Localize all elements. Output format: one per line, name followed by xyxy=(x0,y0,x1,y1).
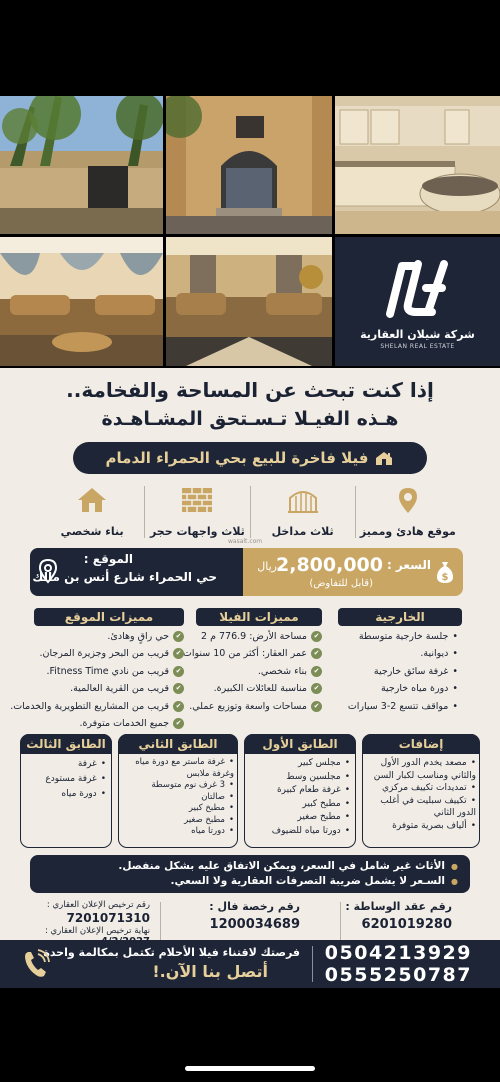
villa-features-header: مميزات الفيلا xyxy=(196,608,322,626)
feature-label: ثلاث واجهات حجر xyxy=(149,525,245,538)
second-floor-header: الطابق الثاني xyxy=(118,734,238,754)
list-item: ✔ قريب من البحر وجزيرة المرجان. xyxy=(10,645,184,662)
house-icon xyxy=(374,450,394,466)
ad-expiry-label: نهاية ترخيص الإعلان العقاري : xyxy=(44,926,150,936)
list-item: • مطبخ صغير xyxy=(120,815,234,827)
villa-features-list xyxy=(180,628,322,715)
list-item: ✔ قريب من نادي Fitness Time. xyxy=(10,663,184,680)
svg-text:$: $ xyxy=(441,572,449,583)
watermark: wasalt.com xyxy=(228,538,263,545)
list-item: • مواقف تتسع 2-3 سيارات xyxy=(348,698,458,715)
list-item: ✔ مناسبة للعائلات الكبيرة. xyxy=(180,680,322,697)
location-features-header: مميزات الموقع xyxy=(34,608,184,626)
photo-living-room[interactable] xyxy=(166,237,332,366)
location-pin-icon xyxy=(391,486,425,514)
list-item: • مجلسين وسط xyxy=(272,771,350,785)
property-flyer xyxy=(0,368,500,988)
list-item: • تكييف سبليت في أغلب الدور الثاني xyxy=(364,795,476,820)
list-item: ✔ مساحات واسعة وتوزيع عملي. xyxy=(180,698,322,715)
price-label: السعر : xyxy=(386,558,431,572)
money-bag-icon xyxy=(435,560,455,584)
list-item: ✔ قريب من المشاريع التطويرية والخدمات. xyxy=(10,698,184,715)
company-logo xyxy=(335,237,500,366)
additions-list xyxy=(364,757,476,832)
additions-header: إضافات xyxy=(362,734,480,754)
phone-number-1[interactable]: 0504213929 xyxy=(324,942,472,964)
home-indicator[interactable] xyxy=(185,1066,315,1071)
note-item: ● الأثاث غير شامل في السعر، ويمكن الاتفاق عليه بشكل منفصل. xyxy=(42,859,458,874)
exterior-list xyxy=(348,628,458,715)
price-currency: ريال xyxy=(257,560,277,573)
headline-line-1: إذا كنت تبحث عن المساحة والفخامة.. xyxy=(66,378,434,402)
list-item: • غرفة طعام كبيرة xyxy=(272,784,350,798)
feature-label: موقع هادئ ومميز xyxy=(359,525,456,538)
brokerage-contract xyxy=(345,900,452,932)
location-box xyxy=(30,548,243,596)
feature-label: ثلاث مداخل xyxy=(271,525,334,538)
list-item: • دورتا مياه للضيوف xyxy=(272,825,350,839)
list-item: • ديوانية. xyxy=(348,645,458,662)
cta-line-1: فرصتك لاقتناء فيلا الأحلام تكتمل بمكالمة واحدة xyxy=(43,946,300,959)
phone-number-2[interactable]: 0555250787 xyxy=(324,964,472,986)
list-item: ✔ قريب من القرية العالمية. xyxy=(10,680,184,697)
list-item: • مجلس كبير xyxy=(272,757,350,771)
shelan-logo-icon xyxy=(382,254,454,324)
list-item: • مطبخ كبير xyxy=(272,798,350,812)
list-item: • مطبخ صغير xyxy=(272,811,350,825)
list-item: ✔ بناء شخصي. xyxy=(180,663,322,680)
gate-icon xyxy=(286,486,320,514)
first-floor-list xyxy=(272,757,350,838)
list-item: • مصعد يخدم الدور الأول والثاني ومناسب لكبار السن xyxy=(364,757,476,782)
ad-license-label: رقم ترخيص الإعلان العقاري : xyxy=(46,900,150,910)
feature-custom-build xyxy=(40,486,144,538)
third-floor-header: الطابق الثالث xyxy=(20,734,112,754)
map-pin-icon xyxy=(38,558,58,584)
list-item: ✔ جميع الخدمات متوفرة. xyxy=(10,715,184,732)
location-label: الموقع : xyxy=(83,552,133,566)
list-item: • ألياف بصرية متوفرة xyxy=(364,820,476,833)
location-features-list xyxy=(10,628,184,732)
note-item: ● السـعر لا يشمل ضريبة التصرفات العقارية ولا السعي. xyxy=(42,874,458,889)
feature-location xyxy=(355,486,460,538)
list-item: • غرفة ماستر مع دورة مياه وغرفة ملابس xyxy=(120,757,234,780)
list-item: ✔ عمر العقار: أكثر من 10 سنوات. xyxy=(180,645,322,662)
photo-villa-entrance[interactable] xyxy=(166,96,332,234)
feature-icons xyxy=(40,486,460,538)
fal-label: رقم رخصة فال : xyxy=(209,900,300,913)
feature-label: بناء شخصي xyxy=(60,525,124,538)
photo-majlis[interactable] xyxy=(0,237,163,366)
cta-line-2: أتصل بنا الآن.! xyxy=(152,962,268,981)
list-item: • دورتا مياه xyxy=(120,826,234,838)
price-box xyxy=(243,548,463,596)
exterior-header: الخارجية xyxy=(338,608,462,626)
list-item: • صالتان xyxy=(120,792,234,804)
brokerage-number: 6201019280 xyxy=(361,917,452,932)
phone-call-icon[interactable] xyxy=(22,948,50,980)
title-banner xyxy=(73,442,427,474)
first-floor-header: الطابق الأول xyxy=(244,734,356,754)
contact-bar xyxy=(0,940,500,988)
company-name-en: SHELAN REAL ESTATE xyxy=(380,342,455,350)
photo-villa-exterior[interactable] xyxy=(0,96,163,234)
list-item: • غرفة xyxy=(45,757,106,772)
list-item: ✔ حي راقٍ وهادئ. xyxy=(10,628,184,645)
list-item: • دورة مياه خارجية xyxy=(348,680,458,697)
photo-kitchen[interactable] xyxy=(335,96,500,234)
list-item: • جلسة خارجية متوسطة xyxy=(348,628,458,645)
list-item: ✔ مساحة الأرض: 776.9 م 2 xyxy=(180,628,322,645)
fal-number: 1200034689 xyxy=(209,917,300,932)
house-icon xyxy=(75,486,109,514)
divider xyxy=(340,902,341,942)
fal-license xyxy=(209,900,300,932)
phone-numbers xyxy=(325,942,472,986)
ad-license-number: 7201071310 xyxy=(66,911,150,925)
photo-grid xyxy=(0,96,500,366)
location-value: حي الحمراء شارع أنس بن مالك xyxy=(32,570,217,584)
divider xyxy=(312,946,313,982)
brick-wall-icon xyxy=(180,486,214,514)
title-banner-text: فيلا فاخرة للبيع بحي الحمراء الدمام xyxy=(105,449,369,467)
list-item: • دورة مياه xyxy=(45,787,106,802)
second-floor-list xyxy=(120,757,234,838)
price-notes xyxy=(30,855,470,893)
list-item: • غرفة سائق خارجية xyxy=(348,663,458,680)
feature-stone-facades xyxy=(144,486,249,538)
brokerage-label: رقم عقد الوساطة : xyxy=(345,900,452,913)
headline-line-2: هـذه الفيـلا تـسـتحق المشـاهـدة xyxy=(101,408,399,430)
list-item: • غرفة مستودع xyxy=(45,772,106,787)
list-item: • 3 غرف نوم متوسطة xyxy=(120,780,234,792)
third-floor-list xyxy=(45,757,106,802)
feature-entrances xyxy=(250,486,355,538)
list-item: • تمديدات تكييف مركزي xyxy=(364,782,476,795)
price-value: 2,800,000 xyxy=(276,554,383,576)
company-name-ar: شركة شيلان العقارية xyxy=(360,327,475,341)
list-item: • مطبخ كبير xyxy=(120,803,234,815)
divider xyxy=(160,902,161,942)
price-negotiable: (قابل للتفاوض) xyxy=(309,578,373,589)
